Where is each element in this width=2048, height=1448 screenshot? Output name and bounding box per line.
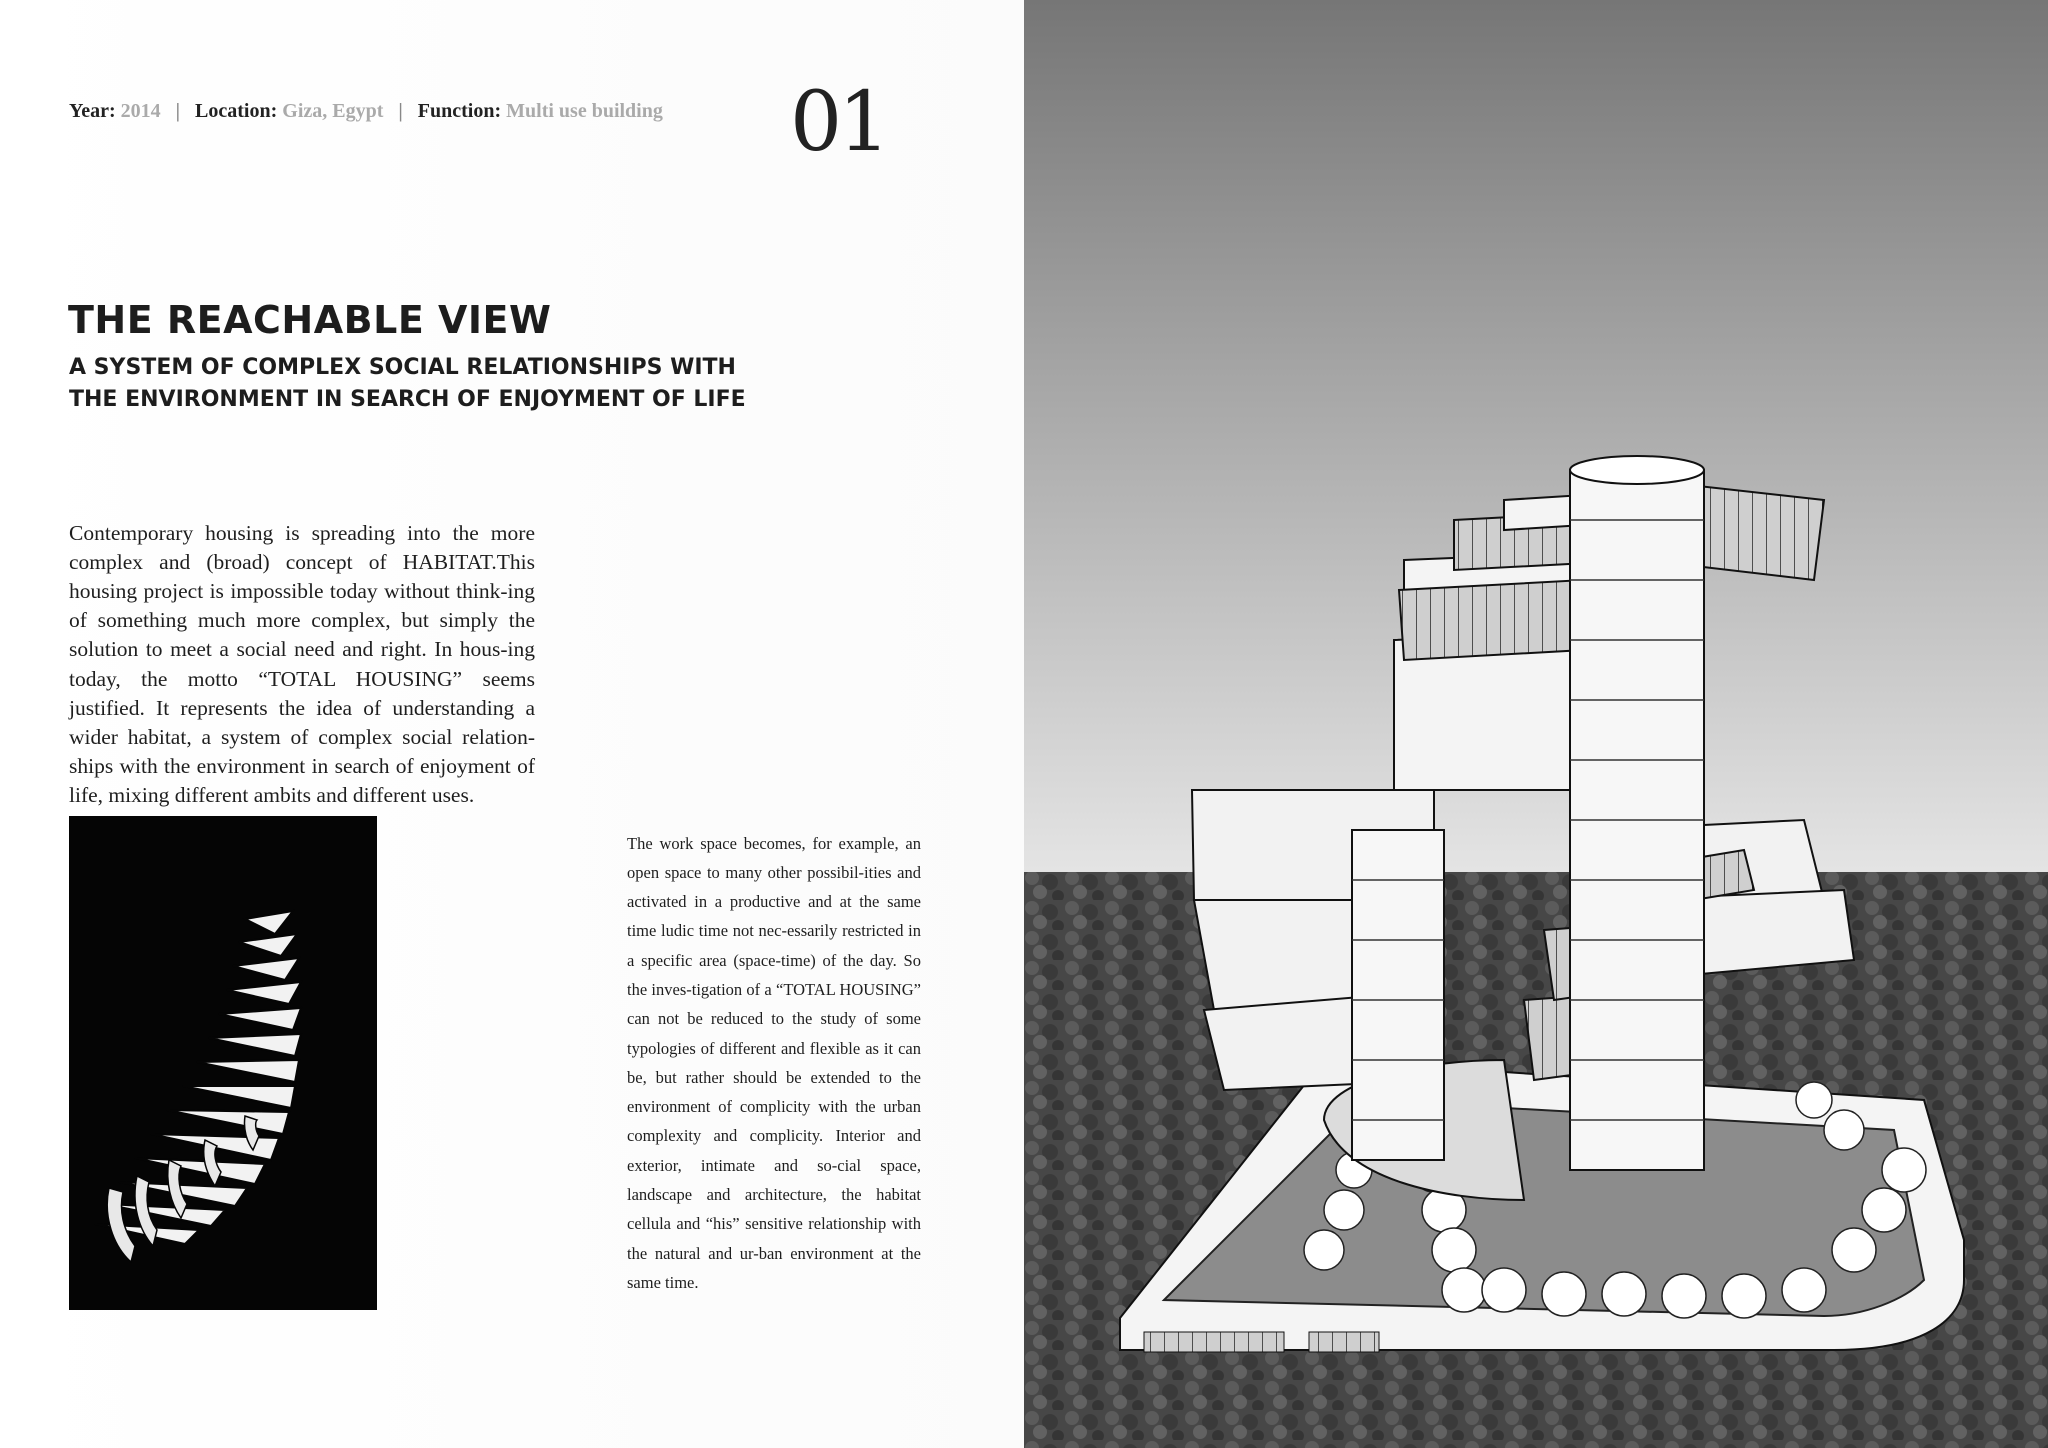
spiral-stair-image xyxy=(69,816,377,1310)
tower-rendering xyxy=(1024,0,2048,1448)
intro-paragraph: Contemporary housing is spreading into the more complex and (broad) concept of HABITAT.This housing project is impossible today without think-ing of something much more complex, but simply the solution to meet a social need and right. In hous-ing today, the motto “TOTAL HOUSING” seems justified. It represents the idea of understanding a wider habitat, a system of complex social relation-ships with the environment in search of enjoyment of life, mixing different ambits and different uses. xyxy=(69,520,535,808)
location-label: Location: xyxy=(195,100,278,122)
meta-separator: | xyxy=(398,100,403,122)
project-meta xyxy=(69,100,663,123)
page-title: THE REACHABLE VIEW xyxy=(68,298,552,342)
page-number: 01 xyxy=(790,75,887,170)
function-value: Multi use building xyxy=(506,100,663,122)
building-render xyxy=(1024,0,2048,1448)
main-tower xyxy=(1570,456,1704,1170)
page-subtitle: A SYSTEM OF COMPLEX SOCIAL RELATIONSHIPS WITH THE ENVIRONMENT IN SEARCH OF ENJOYMENT OF LIFE xyxy=(69,355,746,412)
secondary-tower xyxy=(1352,830,1444,1160)
spiral-stair-illustration xyxy=(69,816,377,1310)
year-value: 2014 xyxy=(120,100,161,122)
body-paragraph: The work space becomes, for example, an open space to many other possibil-ities and activated in a productive and at the same time ludic time not nec-essarily restricted in a specific area (space-time) of the day. So the inves-tigation of a “TOTAL HOUSING” can not be reduced to the study of some typologies of different and flexible as it can be, but rather should be extended to the environment of complicity with the urban complexity and complicity. Interior and exterior, intimate and so-cial space, landscape and architecture, the habitat cellula and “his” sensitive relationship with the natural and ur-ban environment at the same time. xyxy=(627,833,921,1292)
function-label: Function: xyxy=(417,100,502,122)
year-label: Year: xyxy=(69,100,116,122)
location-value: Giza, Egypt xyxy=(282,100,384,122)
meta-separator: | xyxy=(175,100,181,122)
